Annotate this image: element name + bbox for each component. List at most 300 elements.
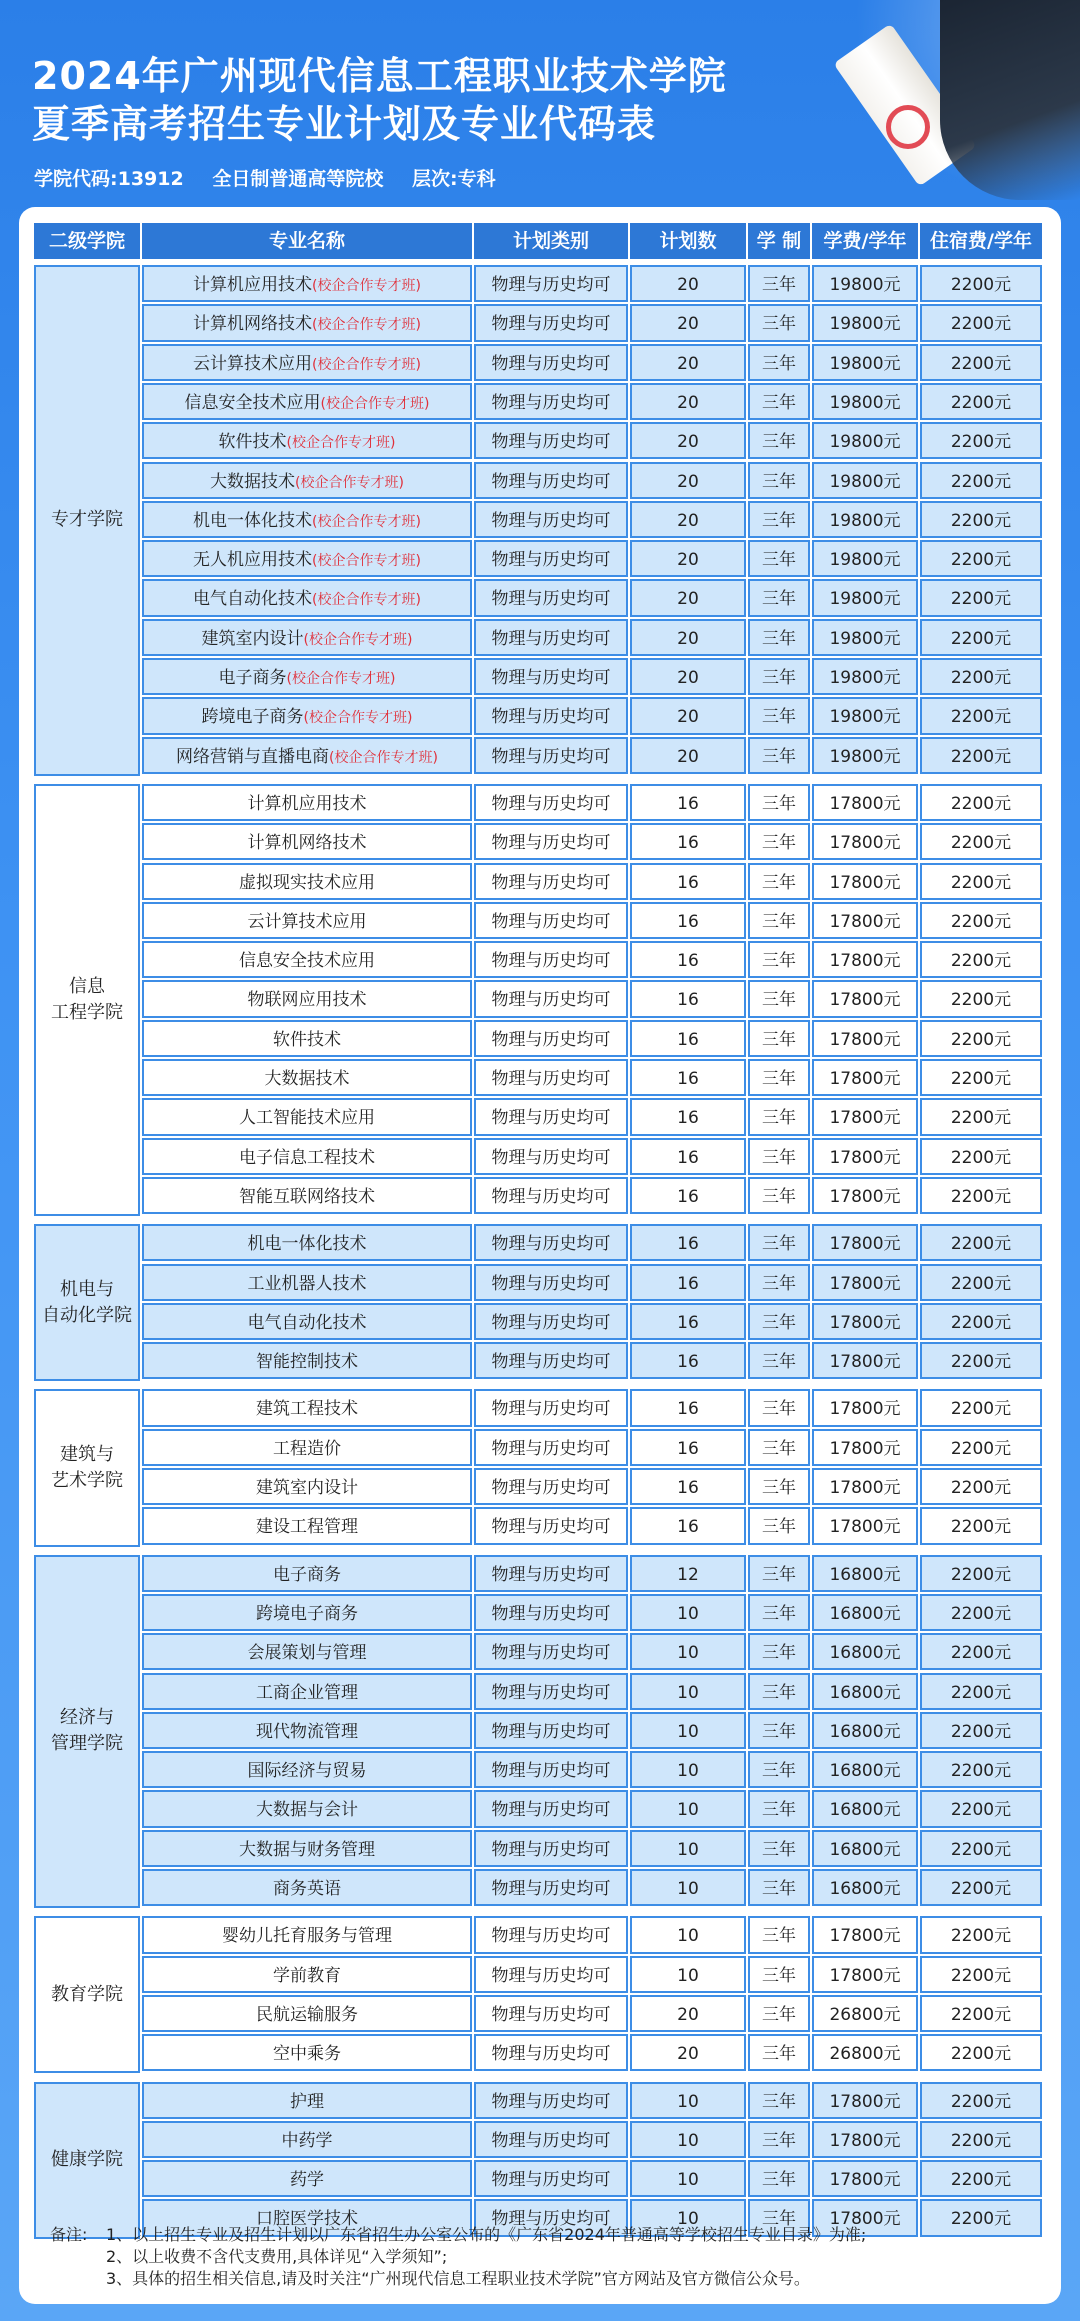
college-cell: 建筑与 艺术学院	[34, 1389, 140, 1546]
major-cell	[142, 1916, 472, 1953]
years-cell: 三年	[748, 1264, 810, 1301]
major-cell	[142, 1751, 472, 1788]
count-cell: 10	[630, 1633, 746, 1670]
count-cell: 10	[630, 2082, 746, 2119]
major-cell	[142, 1673, 472, 1710]
count-cell: 16	[630, 1059, 746, 1096]
title-line-1: 2024年广州现代信息工程职业技术学院	[32, 54, 727, 98]
category-cell: 物理与历史均可	[474, 737, 628, 774]
category-cell: 物理与历史均可	[474, 2034, 628, 2071]
count-cell: 16	[630, 1389, 746, 1426]
category-cell: 物理与历史均可	[474, 265, 628, 302]
dorm-cell: 2200元	[920, 579, 1042, 616]
count-cell: 16	[630, 980, 746, 1017]
dorm-cell: 2200元	[920, 1673, 1042, 1710]
major-cell	[142, 2034, 472, 2071]
tuition-cell: 17800元	[812, 1138, 918, 1175]
major-name: 计算机应用技术	[193, 275, 313, 295]
tuition-cell: 17800元	[812, 1507, 918, 1544]
major-name: 工商企业管理	[256, 1682, 358, 1703]
dorm-cell: 2200元	[920, 2082, 1042, 2119]
tuition-cell: 19800元	[812, 619, 918, 656]
dorm-cell: 2200元	[920, 2034, 1042, 2071]
tuition-cell: 17800元	[812, 823, 918, 860]
dorm-cell: 2200元	[920, 2199, 1042, 2236]
years-cell: 三年	[748, 2034, 810, 2071]
major-cell	[142, 1712, 472, 1749]
years-cell: 三年	[748, 462, 810, 499]
tuition-cell: 17800元	[812, 1389, 918, 1426]
category-cell: 物理与历史均可	[474, 619, 628, 656]
tuition-cell: 17800元	[812, 941, 918, 978]
coop-class-tag: (校企合作专才班)	[303, 631, 413, 648]
count-cell: 10	[630, 1594, 746, 1631]
major-name: 电气自动化技术	[193, 589, 313, 610]
major-name: 跨境电子商务	[256, 1603, 358, 1624]
category-cell: 物理与历史均可	[474, 1389, 628, 1426]
tuition-cell: 16800元	[812, 1869, 918, 1906]
major-name: 电子商务	[218, 668, 287, 688]
notes	[50, 2224, 866, 2290]
tuition-cell: 17800元	[812, 1059, 918, 1096]
category-cell: 物理与历史均可	[474, 1177, 628, 1214]
category-cell: 物理与历史均可	[474, 1429, 628, 1466]
major-name: 云计算技术应用	[193, 353, 313, 374]
category-cell: 物理与历史均可	[474, 501, 628, 538]
category-cell: 物理与历史均可	[474, 1673, 628, 1710]
count-cell: 12	[630, 1555, 746, 1592]
years-cell: 三年	[748, 1916, 810, 1953]
college-cell: 信息 工程学院	[34, 784, 140, 1216]
graduation-gown-image	[940, 0, 1080, 200]
dorm-cell: 2200元	[920, 1633, 1042, 1670]
category-cell: 物理与历史均可	[474, 462, 628, 499]
table-header	[34, 223, 1042, 259]
dorm-cell: 2200元	[920, 1869, 1042, 1906]
major-name: 机电一体化技术	[193, 510, 313, 531]
tuition-cell: 19800元	[812, 383, 918, 420]
column-header: 专业名称	[142, 223, 472, 259]
major-name: 无人机应用技术	[193, 550, 313, 571]
college-cell: 经济与 管理学院	[34, 1555, 140, 1909]
dorm-cell: 2200元	[920, 1020, 1042, 1057]
dorm-cell: 2200元	[920, 1059, 1042, 1096]
ribbon-image	[886, 105, 930, 149]
major-name: 口腔医学技术	[256, 2209, 358, 2230]
notes-label: 备注:	[50, 2225, 88, 2244]
major-cell	[142, 1059, 472, 1096]
tuition-cell: 17800元	[812, 2199, 918, 2236]
tuition-cell: 17800元	[812, 1916, 918, 1953]
major-name: 国际经济与贸易	[247, 1761, 367, 1782]
major-cell	[142, 1507, 472, 1544]
years-cell: 三年	[748, 737, 810, 774]
tuition-cell: 17800元	[812, 2160, 918, 2197]
years-cell: 三年	[748, 1673, 810, 1710]
tuition-cell: 16800元	[812, 1830, 918, 1867]
count-cell: 10	[630, 1673, 746, 1710]
years-cell: 三年	[748, 1633, 810, 1670]
coop-class-tag: (校企合作专才班)	[312, 317, 421, 334]
college-cell: 专才学院	[34, 265, 140, 776]
years-cell: 三年	[748, 1429, 810, 1466]
note-line-2: 2、以上收费不含代支费用,具体详见“入学须知”;	[106, 2247, 448, 2266]
major-name: 商务英语	[273, 1879, 341, 1899]
college-cell: 机电与 自动化学院	[34, 1224, 140, 1381]
years-cell: 三年	[748, 2160, 810, 2197]
years-cell: 三年	[748, 383, 810, 420]
count-cell: 20	[630, 658, 746, 695]
category-cell: 物理与历史均可	[474, 1468, 628, 1505]
category-cell: 物理与历史均可	[474, 344, 628, 381]
tuition-cell: 17800元	[812, 1020, 918, 1057]
major-name: 跨境电子商务	[201, 707, 304, 728]
school-type: 全日制普通高等院校	[212, 168, 384, 190]
major-name: 建筑工程技术	[256, 1399, 358, 1420]
major-name: 信息安全技术应用	[184, 392, 321, 413]
tuition-cell: 17800元	[812, 980, 918, 1017]
page-title	[32, 52, 727, 148]
category-cell: 物理与历史均可	[474, 658, 628, 695]
dorm-cell: 2200元	[920, 1555, 1042, 1592]
major-name: 计算机应用技术	[247, 793, 367, 814]
count-cell: 20	[630, 304, 746, 341]
count-cell: 16	[630, 1429, 746, 1466]
years-cell: 三年	[748, 980, 810, 1017]
dorm-cell: 2200元	[920, 383, 1042, 420]
category-cell: 物理与历史均可	[474, 697, 628, 734]
tuition-cell: 26800元	[812, 1995, 918, 2032]
years-cell: 三年	[748, 1303, 810, 1340]
count-cell: 16	[630, 1020, 746, 1057]
coop-class-tag: (校企合作专才班)	[286, 435, 396, 452]
major-cell	[142, 863, 472, 900]
major-cell	[142, 304, 472, 341]
years-cell: 三年	[748, 1468, 810, 1505]
coop-class-tag: (校企合作专才班)	[312, 592, 421, 609]
count-cell: 20	[630, 697, 746, 734]
major-name: 人工智能技术应用	[239, 1108, 375, 1129]
years-cell: 三年	[748, 304, 810, 341]
category-cell: 物理与历史均可	[474, 980, 628, 1017]
count-cell: 16	[630, 1507, 746, 1544]
tuition-cell: 17800元	[812, 1303, 918, 1340]
tuition-cell: 16800元	[812, 1633, 918, 1670]
years-cell: 三年	[748, 1869, 810, 1906]
years-cell: 三年	[748, 1594, 810, 1631]
major-name: 建筑室内设计	[201, 628, 304, 649]
count-cell: 16	[630, 823, 746, 860]
count-cell: 16	[630, 1177, 746, 1214]
major-cell	[142, 1956, 472, 1993]
major-cell	[142, 579, 472, 616]
count-cell: 16	[630, 1468, 746, 1505]
dorm-cell: 2200元	[920, 941, 1042, 978]
category-cell: 物理与历史均可	[474, 422, 628, 459]
dorm-cell: 2200元	[920, 784, 1042, 821]
dorm-cell: 2200元	[920, 1712, 1042, 1749]
major-name: 计算机网络技术	[247, 833, 367, 854]
major-name: 电子信息工程技术	[239, 1147, 375, 1168]
tuition-cell: 19800元	[812, 344, 918, 381]
major-cell	[142, 823, 472, 860]
dorm-cell: 2200元	[920, 422, 1042, 459]
category-cell: 物理与历史均可	[474, 1224, 628, 1261]
major-cell	[142, 2121, 472, 2158]
count-cell: 16	[630, 1098, 746, 1135]
dorm-cell: 2200元	[920, 697, 1042, 734]
major-cell	[142, 265, 472, 302]
major-name: 大数据技术	[210, 471, 296, 492]
note-line-3: 3、具体的招生相关信息,请及时关注“广州现代信息工程职业技术学院”官方网站及官方微信公众号。	[106, 2269, 810, 2288]
major-name: 计算机网络技术	[193, 314, 313, 335]
tuition-cell: 17800元	[812, 784, 918, 821]
category-cell: 物理与历史均可	[474, 2160, 628, 2197]
major-cell	[142, 737, 472, 774]
count-cell: 20	[630, 501, 746, 538]
category-cell: 物理与历史均可	[474, 1555, 628, 1592]
column-header: 学费/学年	[812, 223, 918, 259]
tuition-cell: 16800元	[812, 1712, 918, 1749]
major-cell	[142, 1468, 472, 1505]
count-cell: 16	[630, 1264, 746, 1301]
major-cell	[142, 1224, 472, 1261]
count-cell: 10	[630, 1916, 746, 1953]
major-name: 云计算技术应用	[247, 911, 367, 932]
tuition-cell: 17800元	[812, 2082, 918, 2119]
dorm-cell: 2200元	[920, 344, 1042, 381]
years-cell: 三年	[748, 1751, 810, 1788]
coop-class-tag: (校企合作专才班)	[320, 395, 430, 412]
category-cell: 物理与历史均可	[474, 1995, 628, 2032]
tuition-cell: 16800元	[812, 1555, 918, 1592]
major-cell	[142, 1830, 472, 1867]
count-cell: 16	[630, 1138, 746, 1175]
tuition-cell: 17800元	[812, 863, 918, 900]
major-cell	[142, 1389, 472, 1426]
major-name: 工程造价	[273, 1438, 341, 1459]
years-cell: 三年	[748, 902, 810, 939]
category-cell: 物理与历史均可	[474, 1712, 628, 1749]
major-name: 网络营销与直播电商	[176, 746, 330, 767]
dorm-cell: 2200元	[920, 265, 1042, 302]
category-cell: 物理与历史均可	[474, 941, 628, 978]
dorm-cell: 2200元	[920, 540, 1042, 577]
tuition-cell: 19800元	[812, 579, 918, 616]
category-cell: 物理与历史均可	[474, 1342, 628, 1379]
coop-class-tag: (校企合作专才班)	[312, 278, 421, 294]
years-cell: 三年	[748, 344, 810, 381]
dorm-cell: 2200元	[920, 1751, 1042, 1788]
dorm-cell: 2200元	[920, 1389, 1042, 1426]
years-cell: 三年	[748, 540, 810, 577]
dorm-cell: 2200元	[920, 737, 1042, 774]
tuition-cell: 19800元	[812, 462, 918, 499]
major-cell	[142, 1790, 472, 1827]
major-name: 中药学	[281, 2130, 333, 2151]
major-name: 大数据技术	[264, 1069, 350, 1089]
years-cell: 三年	[748, 2121, 810, 2158]
count-cell: 20	[630, 1995, 746, 2032]
major-cell	[142, 344, 472, 381]
tuition-cell: 16800元	[812, 1751, 918, 1788]
dorm-cell: 2200元	[920, 2121, 1042, 2158]
education-level: 层次:专科	[411, 168, 496, 190]
dorm-cell: 2200元	[920, 1468, 1042, 1505]
years-cell: 三年	[748, 1138, 810, 1175]
category-cell: 物理与历史均可	[474, 1633, 628, 1670]
count-cell: 20	[630, 462, 746, 499]
years-cell: 三年	[748, 619, 810, 656]
tuition-cell: 19800元	[812, 422, 918, 459]
major-name: 会展策划与管理	[247, 1643, 367, 1664]
count-cell: 10	[630, 1790, 746, 1827]
count-cell: 10	[630, 1712, 746, 1749]
major-name: 物联网应用技术	[247, 990, 367, 1011]
count-cell: 16	[630, 941, 746, 978]
major-cell	[142, 1098, 472, 1135]
major-name: 电子商务	[273, 1564, 341, 1585]
count-cell: 16	[630, 902, 746, 939]
major-cell	[142, 1177, 472, 1214]
dorm-cell: 2200元	[920, 1594, 1042, 1631]
tuition-cell: 16800元	[812, 1673, 918, 1710]
category-cell: 物理与历史均可	[474, 1790, 628, 1827]
category-cell: 物理与历史均可	[474, 2199, 628, 2236]
tuition-cell: 17800元	[812, 902, 918, 939]
major-name: 建设工程管理	[256, 1517, 358, 1538]
major-cell	[142, 1303, 472, 1340]
major-name: 信息安全技术应用	[239, 951, 375, 972]
category-cell: 物理与历史均可	[474, 1098, 628, 1135]
count-cell: 10	[630, 2160, 746, 2197]
tuition-cell: 19800元	[812, 697, 918, 734]
count-cell: 16	[630, 1342, 746, 1379]
count-cell: 20	[630, 579, 746, 616]
major-cell	[142, 1869, 472, 1906]
count-cell: 20	[630, 344, 746, 381]
count-cell: 16	[630, 1224, 746, 1261]
major-cell	[142, 1264, 472, 1301]
category-cell: 物理与历史均可	[474, 1507, 628, 1544]
category-cell: 物理与历史均可	[474, 2082, 628, 2119]
column-header: 二级学院	[34, 223, 140, 259]
category-cell: 物理与历史均可	[474, 1020, 628, 1057]
category-cell: 物理与历史均可	[474, 579, 628, 616]
dorm-cell: 2200元	[920, 1177, 1042, 1214]
category-cell: 物理与历史均可	[474, 784, 628, 821]
dorm-cell: 2200元	[920, 619, 1042, 656]
college-cell: 教育学院	[34, 1916, 140, 2073]
dorm-cell: 2200元	[920, 462, 1042, 499]
column-header: 计划类别	[474, 223, 628, 259]
category-cell: 物理与历史均可	[474, 2121, 628, 2158]
coop-class-tag: (校企合作专才班)	[312, 356, 421, 373]
major-name: 护理	[290, 2091, 324, 2112]
dorm-cell: 2200元	[920, 1956, 1042, 1993]
category-cell: 物理与历史均可	[474, 1059, 628, 1096]
years-cell: 三年	[748, 2082, 810, 2119]
coop-class-tag: (校企合作专才班)	[303, 710, 413, 727]
major-cell	[142, 422, 472, 459]
dorm-cell: 2200元	[920, 658, 1042, 695]
coop-class-tag: (校企合作专才班)	[295, 474, 404, 491]
major-cell	[142, 2082, 472, 2119]
dorm-cell: 2200元	[920, 1507, 1042, 1544]
major-name: 药学	[290, 2170, 324, 2191]
count-cell: 20	[630, 619, 746, 656]
dorm-cell: 2200元	[920, 1303, 1042, 1340]
count-cell: 10	[630, 2199, 746, 2236]
category-cell: 物理与历史均可	[474, 863, 628, 900]
tuition-cell: 19800元	[812, 540, 918, 577]
major-name: 建筑室内设计	[256, 1478, 358, 1498]
dorm-cell: 2200元	[920, 1429, 1042, 1466]
coop-class-tag: (校企合作专才班)	[312, 553, 421, 570]
count-cell: 10	[630, 1956, 746, 1993]
major-name: 电气自动化技术	[247, 1312, 367, 1333]
column-header: 计划数	[630, 223, 746, 259]
dorm-cell: 2200元	[920, 1916, 1042, 1953]
major-cell	[142, 1555, 472, 1592]
column-header: 住宿费/学年	[920, 223, 1042, 259]
category-cell: 物理与历史均可	[474, 823, 628, 860]
category-cell: 物理与历史均可	[474, 1956, 628, 1993]
dorm-cell: 2200元	[920, 902, 1042, 939]
dorm-cell: 2200元	[920, 1995, 1042, 2032]
count-cell: 16	[630, 863, 746, 900]
major-cell	[142, 540, 472, 577]
dorm-cell: 2200元	[920, 1224, 1042, 1261]
major-name: 现代物流管理	[256, 1721, 358, 1742]
column-header: 学 制	[748, 223, 810, 259]
major-name: 软件技术	[218, 432, 287, 453]
tuition-cell: 19800元	[812, 265, 918, 302]
count-cell: 16	[630, 1303, 746, 1340]
major-name: 虚拟现实技术应用	[239, 872, 375, 893]
major-name: 软件技术	[273, 1029, 341, 1050]
major-name: 机电一体化技术	[247, 1234, 367, 1255]
major-cell	[142, 697, 472, 734]
category-cell: 物理与历史均可	[474, 1594, 628, 1631]
category-cell: 物理与历史均可	[474, 383, 628, 420]
tuition-cell: 19800元	[812, 501, 918, 538]
major-name: 智能互联网络技术	[239, 1186, 375, 1207]
count-cell: 20	[630, 422, 746, 459]
years-cell: 三年	[748, 1712, 810, 1749]
dorm-cell: 2200元	[920, 1790, 1042, 1827]
major-cell	[142, 1342, 472, 1379]
tuition-cell: 17800元	[812, 1098, 918, 1135]
tuition-cell: 17800元	[812, 1468, 918, 1505]
note-line-1: 备注: 1、以上招生专业及招生计划以广东省招生办公室公布的《广东省2024年普通高等学校招生专业目录》为准;	[50, 2225, 867, 2244]
tuition-cell: 17800元	[812, 1264, 918, 1301]
major-cell	[142, 1633, 472, 1670]
major-cell	[142, 1138, 472, 1175]
years-cell: 三年	[748, 1830, 810, 1867]
category-cell: 物理与历史均可	[474, 1916, 628, 1953]
years-cell: 三年	[748, 1995, 810, 2032]
dorm-cell: 2200元	[920, 1138, 1042, 1175]
tuition-cell: 16800元	[812, 1594, 918, 1631]
major-cell	[142, 619, 472, 656]
years-cell: 三年	[748, 422, 810, 459]
coop-class-tag: (校企合作专才班)	[312, 513, 421, 530]
years-cell: 三年	[748, 658, 810, 695]
years-cell: 三年	[748, 941, 810, 978]
years-cell: 三年	[748, 1956, 810, 1993]
major-cell	[142, 2160, 472, 2197]
